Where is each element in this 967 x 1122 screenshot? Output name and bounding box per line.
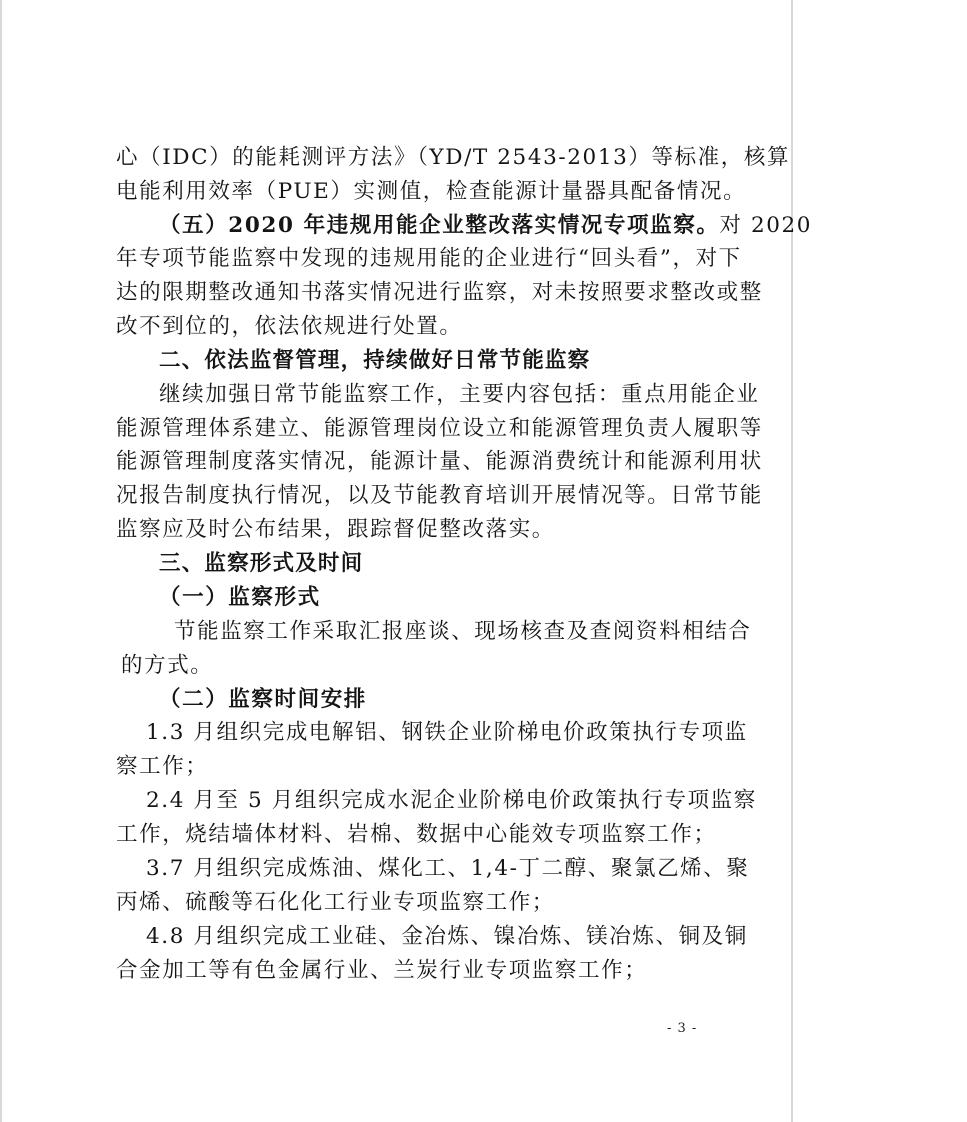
subheading-monitoring-schedule: （二）监察时间安排 [159, 687, 367, 712]
paragraph-line: 能源管理制度落实情况，能源计量、能源消费统计和能源利用状 [116, 449, 763, 474]
schedule-item-1-continuation: 察工作； [116, 754, 209, 779]
paragraph-line: 节能监察工作采取汇报座谈、现场核查及查阅资料相结合 [174, 619, 752, 644]
paragraph-line: 达的限期整改通知书落实情况进行监察，对未按照要求整改或整 [116, 280, 763, 305]
paragraph-line: 况报告制度执行情况，以及节能教育培训开展情况等。日常节能 [116, 483, 763, 508]
paragraph-line: 心（IDC）的能耗测评方法》（YD/T 2543-2013）等标准，核算 [116, 145, 791, 170]
paragraph-line: 监察应及时公布结果，跟踪督促整改落实。 [116, 517, 555, 542]
page-number: - 3 - [667, 1021, 698, 1036]
paragraph-line: 能源管理体系建立、能源管理岗位设立和能源管理负责人履职等 [116, 416, 763, 441]
schedule-item-3: 3.7 月组织完成炼油、煤化工、1,4-丁二醇、聚氯乙烯、聚 [146, 856, 750, 881]
paragraph-line: 改不到位的，依法依规进行处置。 [116, 314, 463, 339]
section-heading-two: 二、依法监督管理，持续做好日常节能监察 [159, 348, 591, 373]
section-five-title: （五）2020 年违规用能企业整改落实情况专项监察。 [159, 213, 720, 238]
paragraph-line: 年专项节能监察中发现的违规用能的企业进行“回头看”，对下 [116, 246, 742, 271]
paragraph-line: 的方式。 [121, 653, 214, 678]
section-five-continuation: 对 2020 [719, 213, 813, 238]
schedule-item-4: 4.8 月组织完成工业硅、金冶炼、镍冶炼、镁冶炼、铜及铜 [146, 924, 748, 949]
subheading-monitoring-form: （一）监察形式 [159, 585, 321, 610]
paragraph-line: 继续加强日常节能监察工作，主要内容包括：重点用能企业 [159, 382, 760, 407]
schedule-item-1: 1.3 月组织完成电解铝、钢铁企业阶梯电价政策执行专项监 [146, 720, 748, 745]
schedule-item-2: 2.4 月至 5 月组织完成水泥企业阶梯电价政策执行专项监察 [146, 788, 757, 813]
schedule-item-3-continuation: 丙烯、硫酸等石化化工行业专项监察工作； [116, 890, 555, 915]
schedule-item-2-continuation: 工作，烧结墙体材料、岩棉、数据中心能效专项监察工作； [116, 822, 717, 847]
section-heading-three: 三、监察形式及时间 [159, 551, 364, 576]
paragraph-line: 电能利用效率（PUE）实测值，检查能源计量器具配备情况。 [116, 179, 747, 204]
section-five-line [0, 210, 952, 242]
schedule-item-4-continuation: 合金加工等有色金属行业、兰炭行业专项监察工作； [116, 958, 648, 983]
